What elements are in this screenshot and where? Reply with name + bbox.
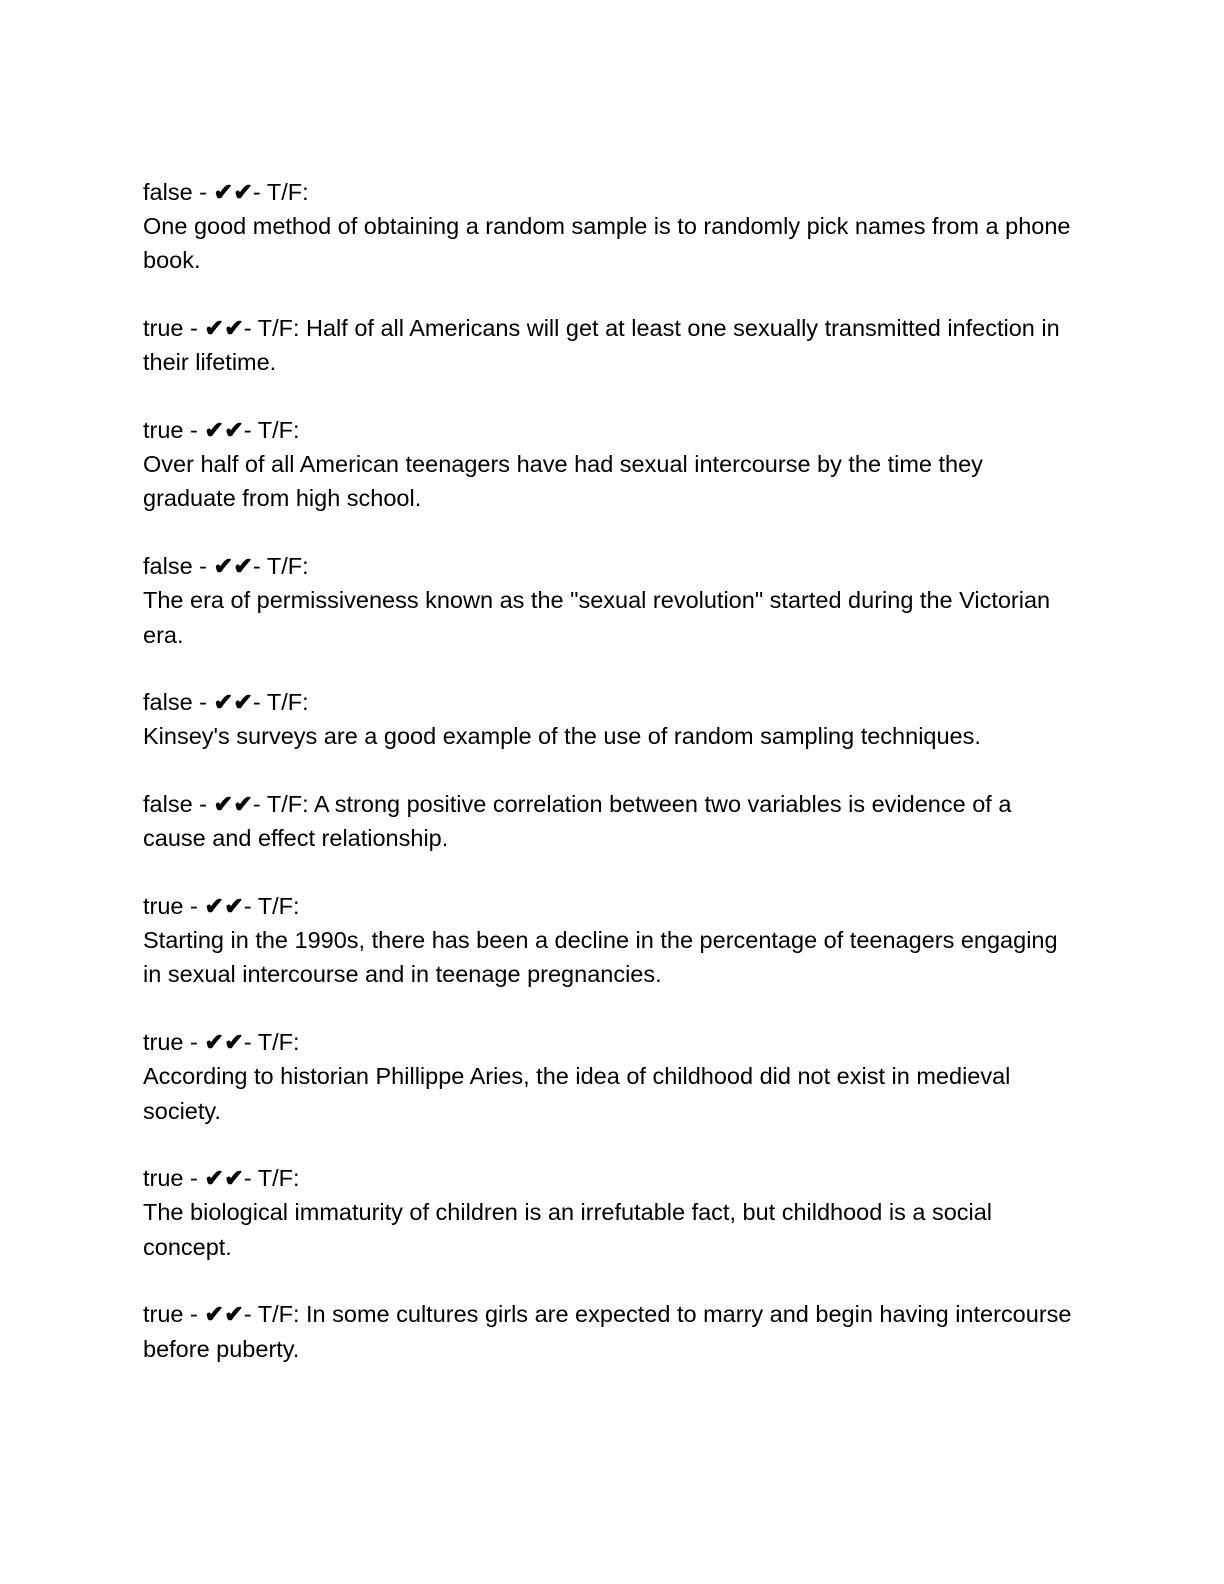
- check-icon: ✔✔: [213, 179, 253, 205]
- answer-separator: -: [192, 179, 214, 205]
- answer-separator: -: [192, 791, 214, 818]
- question-tag: - T/F:: [243, 893, 300, 920]
- question-item-10: [143, 1297, 1078, 1365]
- answer-line: [143, 1297, 1078, 1365]
- answer-text: false: [143, 791, 193, 818]
- answer-separator: -: [183, 417, 205, 444]
- check-icon: ✔✔: [213, 689, 253, 716]
- answer-separator: -: [183, 315, 205, 342]
- check-icon: ✔✔: [204, 1029, 244, 1056]
- question-inline-text: In some cultures girls are expected to marry and begin having intercourse before puberty.: [143, 1301, 1072, 1362]
- check-icon: ✔✔: [213, 791, 253, 818]
- document-page: [143, 175, 1078, 1399]
- question-item-6: [143, 787, 1078, 855]
- answer-text: true: [143, 1029, 184, 1056]
- question-tag: - T/F:: [252, 179, 309, 205]
- question-item-5: [143, 685, 1078, 753]
- answer-separator: -: [183, 893, 205, 920]
- question-item-3: [143, 413, 1078, 516]
- question-item-1: [143, 175, 1078, 278]
- answer-text: false: [143, 553, 193, 580]
- answer-text: true: [143, 1165, 184, 1192]
- answer-text: true: [143, 1301, 184, 1328]
- question-text: Kinsey's surveys are a good example of the use of random sampling techniques.: [143, 723, 981, 750]
- question-item-2: [143, 311, 1078, 379]
- question-item-9: [143, 1161, 1078, 1264]
- question-text: According to historian Phillippe Aries, the idea of childhood did not exist in medieval society.: [143, 1063, 1011, 1124]
- check-icon: ✔✔: [204, 1301, 244, 1328]
- question-inline-text: Half of all Americans will get at least one sexually transmitted infection in their lifetime.: [143, 315, 1060, 376]
- question-tag: - T/F:: [243, 1165, 300, 1192]
- answer-line: [143, 311, 1078, 379]
- question-text: One good method of obtaining a random sample is to randomly pick names from a phone book.: [143, 213, 1071, 274]
- answer-text: true: [143, 315, 184, 342]
- answer-line: [143, 1025, 1078, 1059]
- question-item-7: [143, 889, 1078, 992]
- question-tag: - T/F:: [243, 1029, 300, 1056]
- question-text: Over half of all American teenagers have had sexual intercourse by the time they graduate from high school.: [143, 451, 983, 512]
- answer-text: true: [143, 893, 184, 920]
- question-inline-text: A strong positive correlation between two variables is evidence of a cause and effect relationship.: [143, 791, 1012, 852]
- question-item-8: [143, 1025, 1078, 1128]
- answer-separator: -: [192, 689, 214, 716]
- answer-text: true: [143, 417, 184, 444]
- answer-line: [143, 889, 1078, 923]
- answer-line: [143, 549, 1078, 583]
- question-tag: - T/F:: [243, 417, 300, 444]
- answer-line: [143, 413, 1078, 447]
- check-icon: ✔✔: [204, 417, 244, 444]
- question-tag: - T/F:: [252, 553, 309, 580]
- question-item-4: [143, 549, 1078, 652]
- question-tag: - T/F:: [252, 689, 309, 716]
- question-tag: - T/F:: [243, 1301, 300, 1328]
- question-text: The era of permissiveness known as the "sexual revolution" started during the Victorian era.: [143, 587, 1051, 648]
- check-icon: ✔✔: [204, 893, 244, 920]
- answer-separator: -: [183, 1165, 205, 1192]
- check-icon: ✔✔: [204, 315, 244, 342]
- answer-text: false: [143, 179, 193, 205]
- answer-line: [143, 787, 1078, 855]
- answer-text: false: [143, 689, 193, 716]
- answer-line: [143, 175, 1078, 209]
- answer-separator: -: [183, 1301, 205, 1328]
- check-icon: ✔✔: [204, 1165, 244, 1192]
- answer-line: [143, 685, 1078, 719]
- question-tag: - T/F:: [252, 791, 309, 818]
- question-text: Starting in the 1990s, there has been a decline in the percentage of teenagers engaging in sexual intercourse and in teenage pregnancies.: [143, 927, 1058, 988]
- question-text: The biological immaturity of children is an irrefutable fact, but childhood is a social concept.: [143, 1199, 993, 1260]
- answer-separator: -: [183, 1029, 205, 1056]
- question-tag: - T/F:: [243, 315, 300, 342]
- answer-separator: -: [192, 553, 214, 580]
- answer-line: [143, 1161, 1078, 1195]
- check-icon: ✔✔: [213, 553, 253, 580]
